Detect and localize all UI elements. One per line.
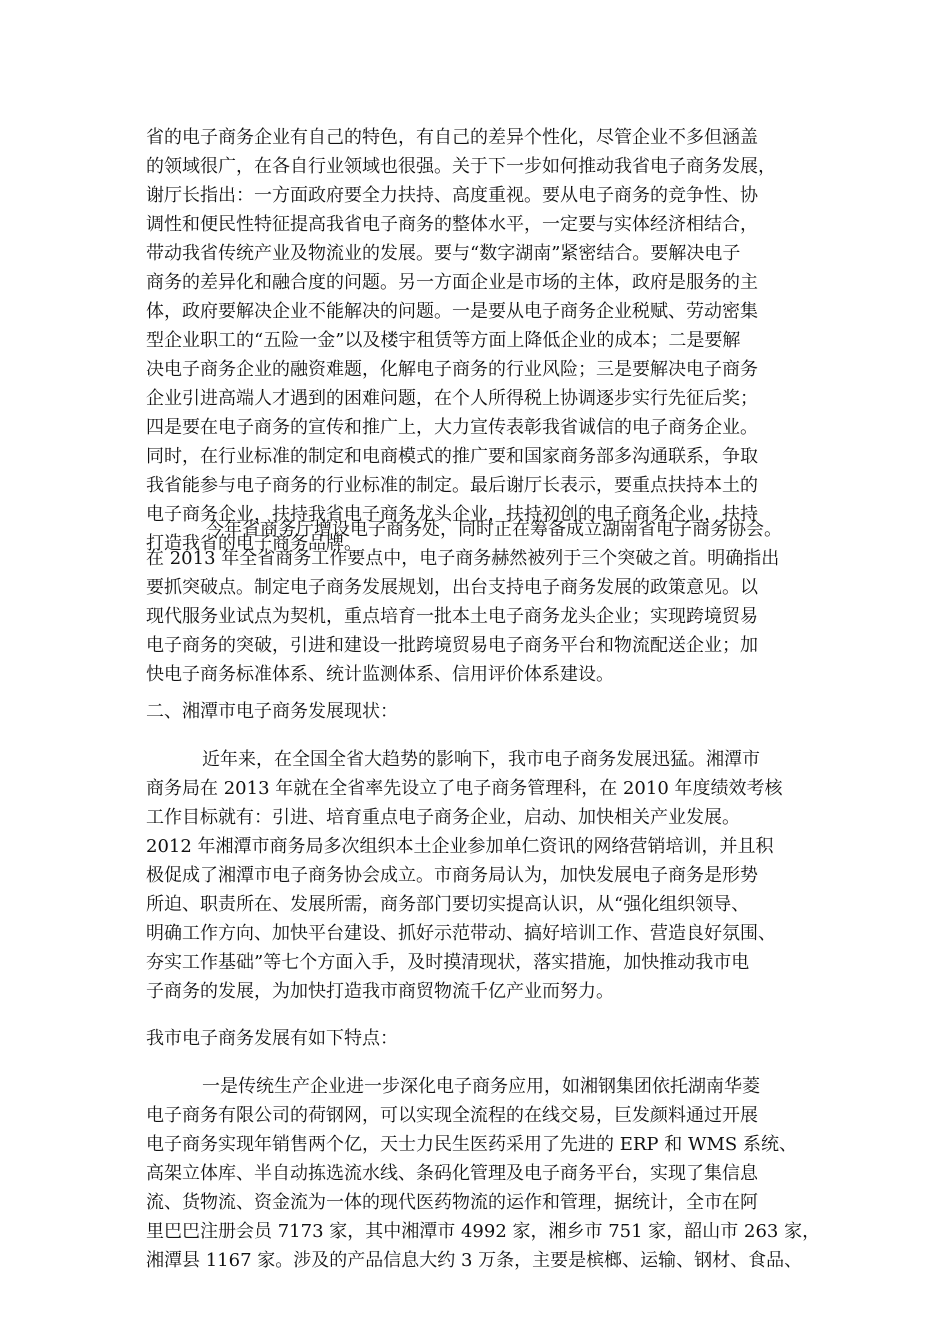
text-line: 极促成了湘潭市电子商务协会成立。市商务局认为，加快发展电子商务是形势	[146, 865, 758, 886]
text-line: 子商务的发展，为加快打造我市商贸物流千亿产业而努力。	[146, 981, 614, 1002]
section-heading	[146, 697, 826, 726]
text-line: 四是要在电子商务的宣传和推广上，大力宣传表彰我省诚信的电子商务企业。	[146, 417, 758, 438]
text-line: 夯实工作基础”等七个方面入手，及时摸清现状，落实措施，加快推动我市电	[146, 952, 750, 973]
text-line: 今年省商务厅增设电子商务处，同时正在筹备成立湖南省电子商务协会。	[206, 519, 782, 540]
text-line: 现代服务业试点为契机，重点培育一批本土电子商务龙头企业；实现跨境贸易	[146, 606, 758, 627]
paragraph-3	[146, 745, 826, 1006]
text-line: 电子商务有限公司的荷钢网，可以实现全流程的在线交易，巨发颜料通过开展	[146, 1105, 758, 1126]
paragraph-4	[146, 1072, 826, 1275]
text-line: 电子商务实现年销售两个亿，天士力民生医药采用了先进的 ERP 和 WMS 系统、	[146, 1134, 797, 1155]
text-line: 里巴巴注册会员 7173 家，其中湘潭市 4992 家，湘乡市 751 家，韶山市 263 家，	[146, 1221, 821, 1242]
text-line: 同时，在行业标准的制定和电商模式的推广要和国家商务部多沟通联系，争取	[146, 446, 758, 467]
text-line: 高架立体库、半自动拣选流水线、条码化管理及电子商务平台，实现了集信息	[146, 1163, 758, 1184]
text-line: 决电子商务企业的融资难题，化解电子商务的行业风险；三是要解决电子商务	[146, 359, 758, 380]
text-line: 体，政府要解决企业不能解决的问题。一是要从电子商务企业税赋、劳动密集	[146, 301, 758, 322]
text-line: 的领域很广，在各自行业领域也很强。关于下一步如何推动我省电子商务发展，	[146, 156, 776, 177]
features-intro-text: 我市电子商务发展有如下特点：	[146, 1028, 398, 1049]
section-heading-text: 二、湘潭市电子商务发展现状：	[146, 701, 398, 722]
text-line: 打造我省的电子商务品牌。	[146, 533, 362, 554]
text-line: 要抓突破点。制定电子商务发展规划，出台支持电子商务发展的政策意见。以	[146, 577, 758, 598]
text-line: 所迫、职责所在、发展所需，商务部门要切实提高认识，从“强化组织领导、	[146, 894, 750, 915]
features-intro	[146, 1024, 826, 1053]
text-line: 我省能参与电子商务的行业标准的制定。最后谢厅长表示，要重点扶持本土的	[146, 475, 758, 496]
text-line: 型企业职工的“五险一金”以及楼宇租赁等方面上降低企业的成本；二是要解	[146, 330, 741, 351]
text-line: 一是传统生产企业进一步深化电子商务应用，如湘钢集团依托湖南华菱	[202, 1076, 760, 1097]
text-line: 商务局在 2013 年就在全省率先设立了电子商务管理科，在 2010 年度绩效考核	[146, 778, 783, 799]
text-line: 电子商务企业，扶持我省电子商务龙头企业，扶持初创的电子商务企业，扶持	[146, 504, 758, 525]
text-line: 2012 年湘潭市商务局多次组织本土企业参加单仁资讯的网络营销培训，并且积	[146, 836, 774, 857]
text-line: 在 2013 年全省商务工作要点中，电子商务赫然被列于三个突破之首。明确指出	[146, 548, 780, 569]
text-line: 明确工作方向、加快平台建设、抓好示范带动、搞好培训工作、营造良好氛围、	[146, 923, 776, 944]
paragraph-2	[146, 515, 826, 689]
text-line: 快电子商务标准体系、统计监测体系、信用评价体系建设。	[146, 664, 614, 685]
text-line: 工作目标就有：引进、培育重点电子商务企业，启动、加快相关产业发展。	[146, 807, 740, 828]
paragraph-1	[146, 123, 826, 558]
text-line: 企业引进高端人才遇到的困难问题，在个人所得税上协调逐步实行先征后奖；	[146, 388, 758, 409]
text-line: 商务的差异化和融合度的问题。另一方面企业是市场的主体，政府是服务的主	[146, 272, 758, 293]
text-line: 流、货物流、资金流为一体的现代医药物流的运作和管理，据统计，全市在阿	[146, 1192, 758, 1213]
text-line: 省的电子商务企业有自己的特色，有自己的差异个性化，尽管企业不多但涵盖	[146, 127, 758, 148]
text-line: 湘潭县 1167 家。涉及的产品信息大约 3 万条，主要是槟榔、运输、钢材、食品、	[146, 1250, 803, 1271]
text-line: 带动我省传统产业及物流业的发展。要与“数字湖南”紧密结合。要解决电子	[146, 243, 741, 264]
text-line: 近年来，在全国全省大趋势的影响下，我市电子商务发展迅猛。湘潭市	[202, 749, 760, 770]
text-line: 谢厅长指出：一方面政府要全力扶持、高度重视。要从电子商务的竞争性、协	[146, 185, 758, 206]
text-line: 电子商务的突破，引进和建设一批跨境贸易电子商务平台和物流配送企业；加	[146, 635, 758, 656]
text-line: 调性和便民性特征提高我省电子商务的整体水平，一定要与实体经济相结合，	[146, 214, 758, 235]
